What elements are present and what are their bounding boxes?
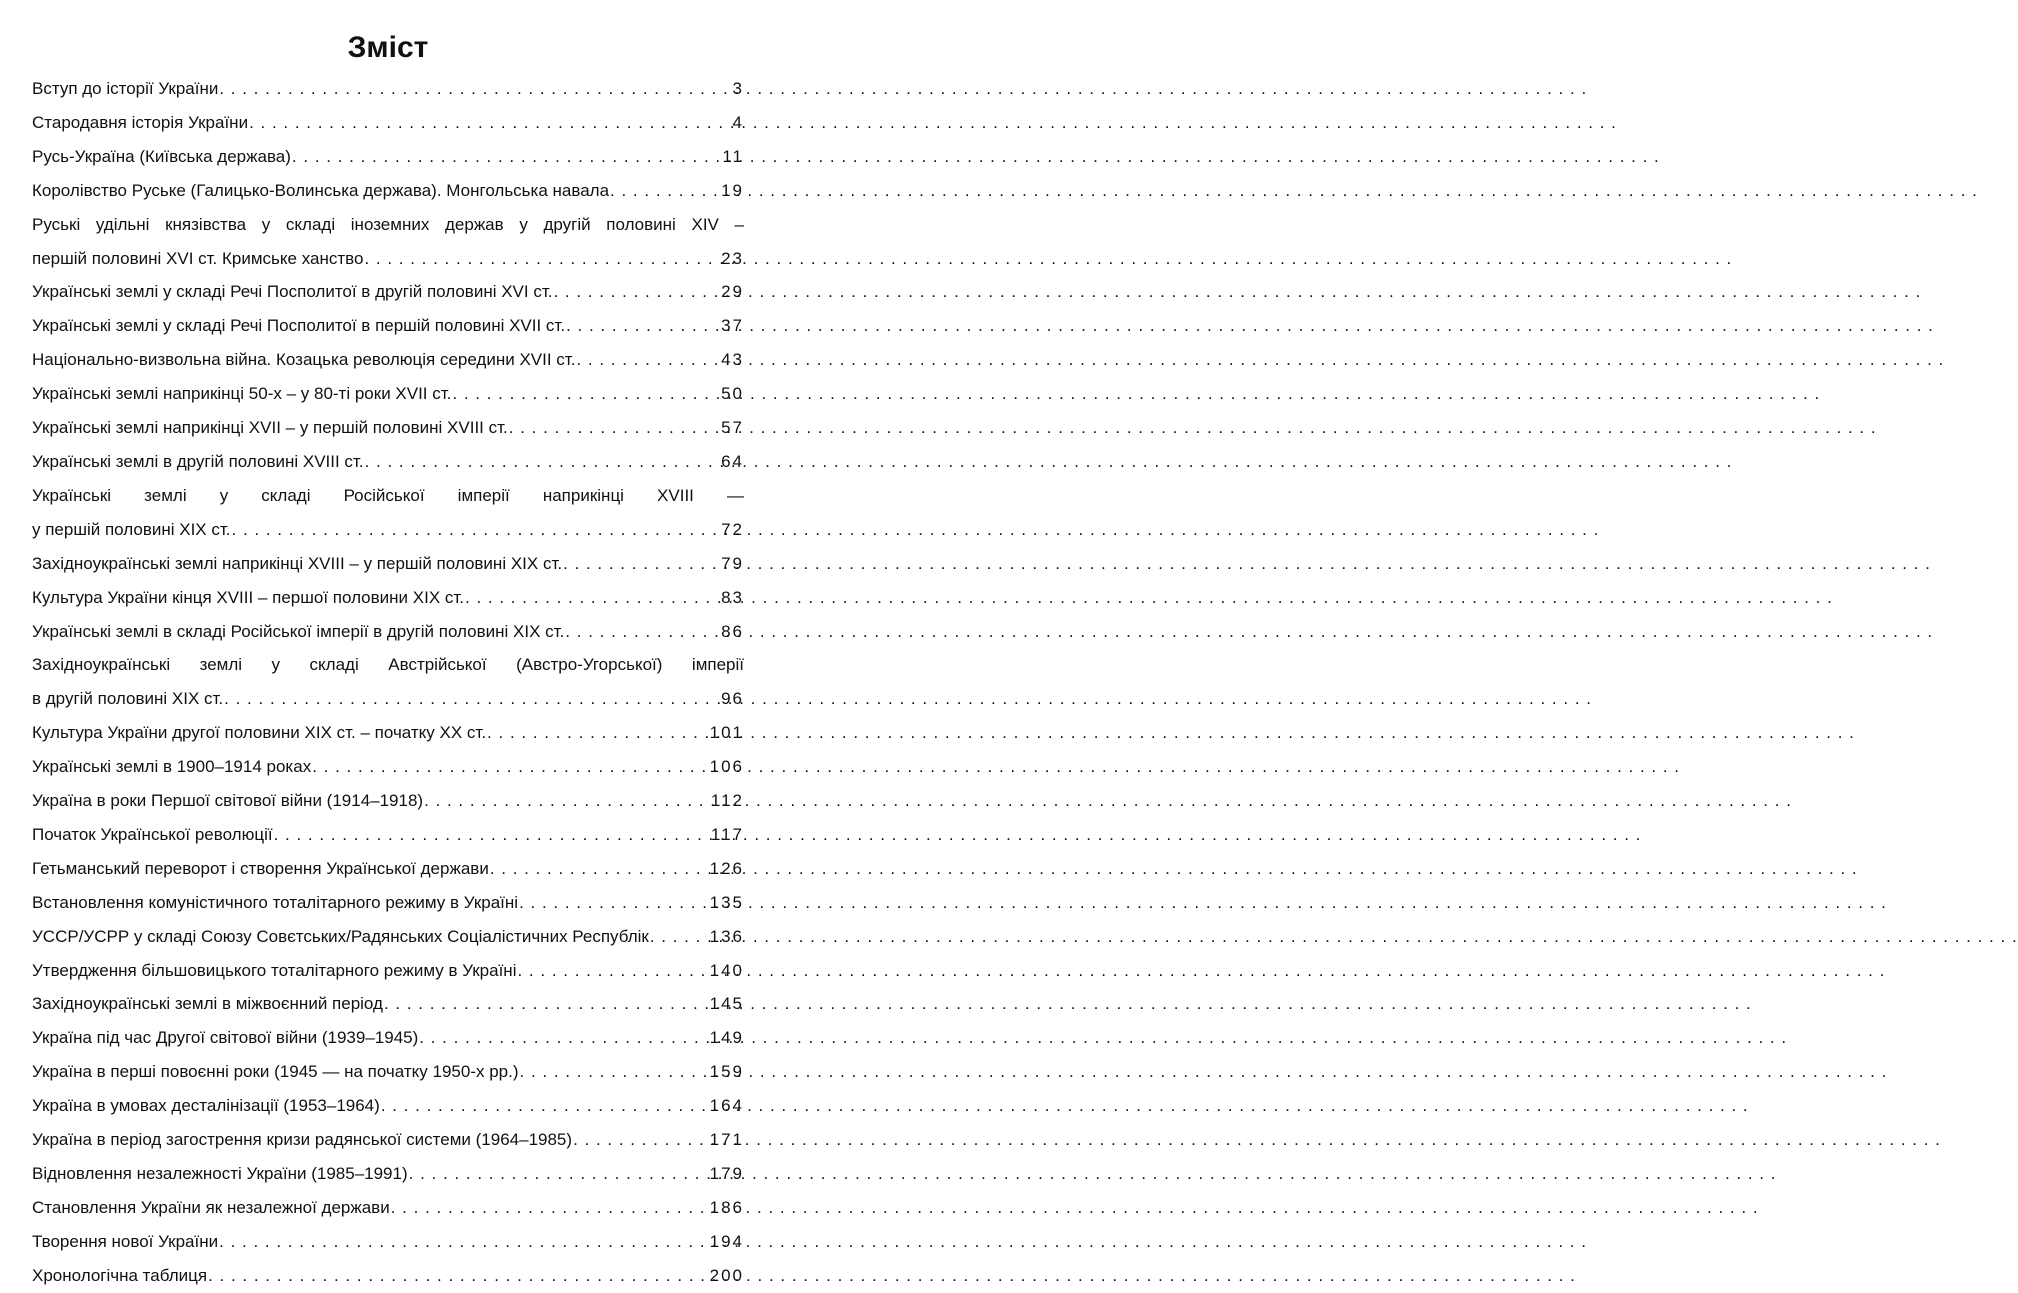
toc-page-number: 186 — [709, 1197, 744, 1217]
toc-entry-line — [32, 852, 744, 886]
toc-entry — [32, 106, 744, 140]
toc-page-number: 112 — [710, 791, 744, 811]
toc-entry-line-wrapped — [32, 648, 744, 682]
toc-entry-line — [32, 174, 744, 208]
toc-page-number: 11 — [722, 146, 744, 166]
toc-page-number: 4 — [732, 112, 744, 132]
toc-entry-title: в другій половині XIX ст. — [32, 689, 224, 709]
toc-entry-title: Руські удільні князівства у складі іноземних держав у другій половині XIV – — [32, 214, 744, 234]
toc-page-number: 50 — [721, 384, 744, 404]
toc-page-number: 37 — [721, 316, 744, 336]
toc-entry — [32, 1055, 744, 1089]
toc-page-number: 3 — [732, 79, 744, 98]
toc-page-number: 72 — [721, 519, 744, 539]
toc-page-number: 106 — [709, 757, 744, 777]
toc-entry-title: Українські землі у складі Речі Посполитої в другій половині XVI ст. — [32, 282, 553, 302]
dot-leader — [573, 1123, 709, 1157]
toc-entry-line — [32, 987, 744, 1021]
toc-entry — [32, 1191, 744, 1225]
toc-entry-line — [32, 615, 744, 649]
toc-entry — [32, 1123, 744, 1157]
toc-entry-line — [32, 1259, 744, 1293]
toc-entry-line — [32, 309, 744, 343]
toc-entry — [32, 818, 744, 852]
toc-entry-title: Україна під час Другої світової війни (1939–1945) — [32, 1028, 419, 1048]
toc-entry-title: Українські землі в складі Російської імперії в другій половині XIX ст. — [32, 621, 565, 641]
dot-leader — [576, 343, 720, 377]
toc-entry — [32, 581, 744, 615]
toc-entry-title: Культура України другої половини XIX ст. – початку XX ст. — [32, 723, 487, 743]
toc-page-number: 101 — [709, 723, 744, 743]
toc-entry — [32, 1089, 744, 1123]
toc-entry-line — [32, 72, 744, 106]
dot-leader — [610, 174, 720, 208]
toc-page-number: 179 — [709, 1164, 744, 1183]
dot-leader — [219, 1225, 709, 1259]
dot-leader — [565, 615, 720, 649]
toc-entry-line — [32, 682, 744, 716]
toc-entry-title: Українські землі в другій половині XVIII ст. — [32, 451, 364, 471]
dot-leader — [365, 445, 721, 479]
toc-entry — [32, 784, 744, 818]
dot-leader — [553, 275, 720, 309]
toc-entry-line — [32, 750, 744, 784]
toc-entry-line-wrapped — [32, 208, 744, 242]
toc-page-number: 140 — [709, 960, 744, 980]
toc-entry-line — [32, 445, 744, 479]
toc-entry — [32, 750, 744, 784]
toc-entry-line — [32, 1089, 744, 1123]
toc-entry-line — [32, 954, 744, 988]
dot-leader — [208, 1259, 709, 1293]
toc-entry — [32, 275, 744, 309]
dot-leader — [249, 106, 731, 140]
toc-entry — [32, 852, 744, 886]
toc-entry-title: Встановлення комуністичного тоталітарного режиму в Україні — [32, 892, 519, 912]
toc-entry-line — [32, 716, 744, 750]
toc-entry-line — [32, 1157, 744, 1191]
toc-entry-title: Русь-Україна (Київська держава) — [32, 146, 291, 166]
toc-entry — [32, 1225, 744, 1259]
toc-entry-title: Західноукраїнські землі наприкінці XVIII – у першій половині XIX ст. — [32, 553, 563, 573]
toc-entry-title: Творення нової України — [32, 1231, 219, 1251]
toc-entry-line — [32, 275, 744, 309]
toc-entry — [32, 987, 744, 1021]
toc-entry-title: Україна в період загострення кризи радянської системи (1964–1985) — [32, 1130, 573, 1150]
toc-entry-title: Україна в перші повоєнні роки (1945 — на початку 1950-х рр.) — [32, 1062, 519, 1082]
toc-entry-title: УССР/УСРР у складі Союзу Совєтських/Радянських Соціалістичних Республік — [32, 926, 649, 946]
toc-entry — [32, 920, 744, 954]
dot-leader — [391, 1191, 709, 1225]
dot-leader — [409, 1157, 709, 1191]
toc-entry-line — [32, 784, 744, 818]
dot-leader — [219, 72, 731, 106]
toc-entry-title: Утвердження більшовицького тоталітарного режиму в Україні — [32, 960, 517, 980]
toc-entry-line — [32, 513, 744, 547]
toc-page-number: 135 — [709, 892, 744, 912]
toc-entry-title: Українські землі у складі Російської імперії наприкінці XVIII — — [32, 485, 744, 505]
toc-entry — [32, 716, 744, 750]
toc-entry — [32, 1157, 744, 1191]
toc-page-number: 171 — [709, 1130, 744, 1150]
toc-entry-title: Національно-визвольна війна. Козацька революція середини XVII ст. — [32, 350, 576, 370]
toc-page-number: 19 — [721, 180, 744, 200]
toc-entry-title: Гетьманський переворот і створення Української держави — [32, 858, 489, 878]
dot-leader — [364, 242, 720, 276]
toc-entry-line — [32, 920, 744, 954]
toc-entry-line — [32, 377, 744, 411]
dot-leader — [224, 682, 720, 716]
dot-leader — [381, 1089, 709, 1123]
toc-entry-title: Стародавня історія України — [32, 112, 249, 132]
toc-entry — [32, 479, 744, 547]
toc-entry-title: Західноукраїнські землі в міжвоєнний період — [32, 994, 383, 1014]
toc-entry-title: Українські землі наприкінці 50-х – у 80-ті роки XVII ст. — [32, 384, 452, 404]
dot-leader — [292, 140, 721, 174]
toc-entry-title: Вступ до історії України — [32, 79, 219, 98]
dot-leader — [563, 547, 720, 581]
table-of-contents-page — [32, 28, 744, 1293]
toc-entry-line — [32, 1123, 744, 1157]
toc-entry — [32, 648, 744, 716]
dot-leader — [566, 309, 720, 343]
dot-leader — [452, 377, 720, 411]
toc-page-number: 117 — [710, 824, 744, 844]
toc-entry-line — [32, 411, 744, 445]
dot-leader — [487, 716, 709, 750]
toc-page-number: 86 — [721, 621, 744, 641]
toc-entry — [32, 72, 744, 106]
toc-entry-line — [32, 547, 744, 581]
toc-entry-line — [32, 818, 744, 852]
toc-entry — [32, 1259, 744, 1293]
toc-page-number: 43 — [721, 350, 744, 370]
toc-entry-line — [32, 343, 744, 377]
toc-page-number: 194 — [709, 1231, 744, 1251]
toc-entry-title: Відновлення незалежності України (1985–1991) — [32, 1164, 408, 1183]
toc-page-number: 164 — [709, 1096, 744, 1116]
dot-leader — [509, 411, 720, 445]
toc-page-number: 136 — [709, 926, 744, 946]
toc-entry-line-wrapped — [32, 479, 744, 513]
toc-entry-line — [32, 1225, 744, 1259]
toc-entry-title: Західноукраїнські землі у складі Австрійської (Австро-Угорської) імперії — [32, 655, 744, 675]
dot-leader — [465, 581, 720, 615]
toc-entry-line — [32, 106, 744, 140]
toc-page-number: 126 — [709, 858, 744, 878]
toc-entry — [32, 1021, 744, 1055]
toc-page-number: 96 — [721, 689, 744, 709]
toc-entry — [32, 174, 744, 208]
toc-entry — [32, 377, 744, 411]
dot-leader — [312, 750, 708, 784]
toc-list — [32, 72, 744, 1293]
dot-leader — [650, 920, 709, 954]
dot-leader — [424, 784, 710, 818]
dot-leader — [519, 886, 709, 920]
toc-entry — [32, 208, 744, 276]
toc-entry-title: Україна в умовах десталінізації (1953–1964) — [32, 1096, 380, 1116]
toc-entry-title: першій половині XVI ст. Кримське ханство — [32, 248, 364, 268]
toc-entry-title: Українські землі наприкінці XVII – у першій половині XVIII ст. — [32, 418, 508, 438]
toc-page-number: 200 — [709, 1265, 744, 1285]
toc-entry — [32, 954, 744, 988]
toc-entry — [32, 886, 744, 920]
dot-leader — [232, 513, 721, 547]
toc-page-number: 79 — [721, 553, 744, 573]
toc-entry — [32, 615, 744, 649]
toc-entry-line — [32, 140, 744, 174]
toc-entry — [32, 445, 744, 479]
toc-page-number: 159 — [709, 1062, 744, 1082]
toc-entry-title: Хронологічна таблиця — [32, 1265, 208, 1285]
toc-page-number: 145 — [709, 994, 744, 1014]
toc-page-number: 83 — [721, 587, 744, 607]
toc-page-number: 57 — [721, 418, 744, 438]
toc-entry-title: Культура України кінця XVIII – першої половини XIX ст. — [32, 587, 465, 607]
dot-leader — [490, 852, 709, 886]
dot-leader — [274, 818, 710, 852]
toc-entry — [32, 343, 744, 377]
dot-leader — [520, 1055, 709, 1089]
toc-entry-title: Початок Української революції — [32, 824, 273, 844]
page-title: Зміст — [347, 31, 429, 64]
toc-entry — [32, 309, 744, 343]
toc-entry — [32, 411, 744, 445]
toc-entry — [32, 140, 744, 174]
toc-page-number: 29 — [721, 282, 744, 302]
toc-entry-title: у першій половині XIX ст. — [32, 519, 231, 539]
dot-leader — [517, 954, 708, 988]
toc-entry-title: Україна в роки Першої світової війни (1914–1918) — [32, 791, 424, 811]
toc-page-number: 149 — [709, 1028, 744, 1048]
toc-entry — [32, 547, 744, 581]
dot-leader — [419, 1021, 708, 1055]
toc-entry-line — [32, 1021, 744, 1055]
toc-page-number: 64 — [721, 451, 744, 471]
toc-entry-line — [32, 886, 744, 920]
toc-entry-line — [32, 1191, 744, 1225]
toc-entry-title: Становлення України як незалежної держави — [32, 1197, 390, 1217]
toc-entry-line — [32, 581, 744, 615]
toc-entry-line — [32, 1055, 744, 1089]
toc-entry-title: Королівство Руське (Галицько-Волинська держава). Монгольська навала — [32, 180, 610, 200]
toc-page-number: 23 — [721, 248, 744, 268]
toc-entry-title: Українські землі у складі Речі Посполитої в першій половині XVII ст. — [32, 316, 566, 336]
toc-entry-line — [32, 242, 744, 276]
toc-entry-title: Українські землі в 1900–1914 роках — [32, 757, 312, 777]
dot-leader — [384, 987, 709, 1021]
